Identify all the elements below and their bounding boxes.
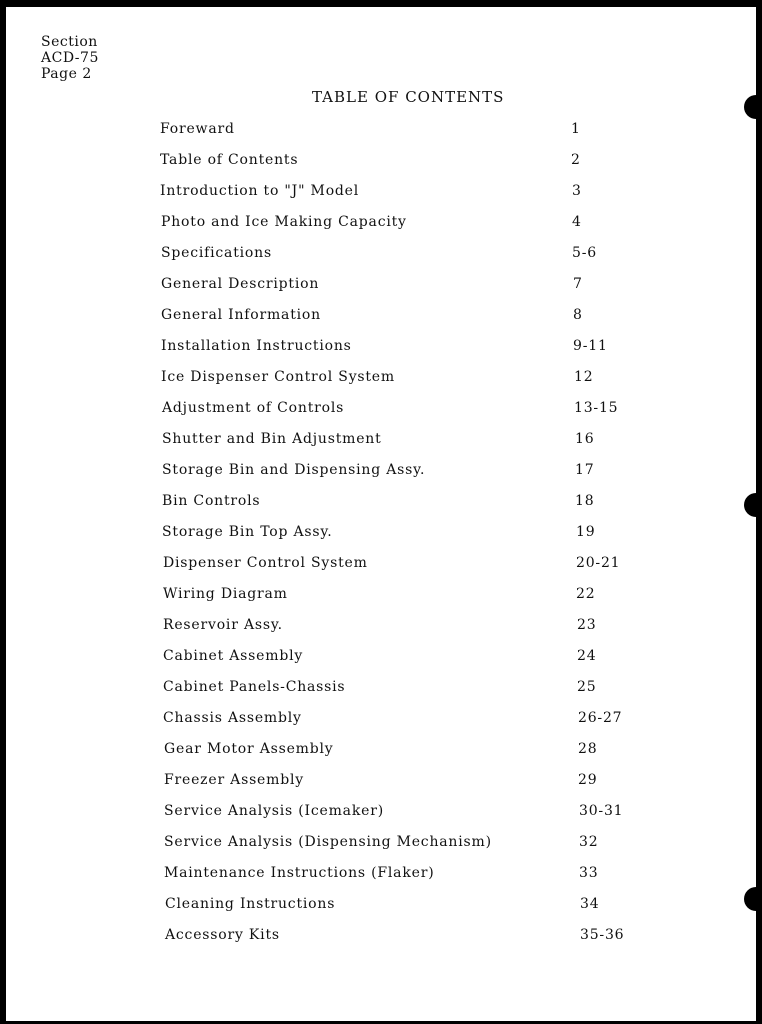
toc-entry-label: Ice Dispenser Control System	[161, 369, 395, 385]
toc-entry-label: Storage Bin Top Assy.	[162, 524, 333, 540]
toc-entry	[6, 741, 756, 761]
toc-entry	[6, 772, 756, 792]
toc-entry-page: 4	[572, 214, 582, 230]
toc-entry	[6, 245, 756, 265]
toc-list	[6, 7, 756, 1021]
toc-entry	[6, 307, 756, 327]
toc-entry-page: 3	[572, 183, 582, 199]
toc-entry-label: Service Analysis (Icemaker)	[164, 803, 384, 819]
toc-entry-label: Reservoir Assy.	[163, 617, 283, 633]
toc-entry	[6, 803, 756, 823]
toc-entry	[6, 338, 756, 358]
toc-entry-label: Chassis Assembly	[163, 710, 302, 726]
toc-entry	[6, 369, 756, 389]
toc-entry-page: 35-36	[580, 927, 625, 943]
toc-entry-label: Dispenser Control System	[163, 555, 368, 571]
toc-entry-page: 18	[575, 493, 595, 509]
document-page	[6, 7, 756, 1021]
toc-entry	[6, 865, 756, 885]
toc-entry-page: 1	[571, 121, 581, 137]
toc-entry-label: Adjustment of Controls	[162, 400, 345, 416]
toc-entry-label: Cabinet Assembly	[163, 648, 304, 664]
toc-entry	[6, 834, 756, 854]
toc-entry	[6, 896, 756, 916]
toc-entry-page: 17	[575, 462, 595, 478]
toc-entry-label: Bin Controls	[162, 493, 261, 509]
toc-entry	[6, 493, 756, 513]
toc-entry-label: Storage Bin and Dispensing Assy.	[162, 462, 426, 478]
toc-entry-page: 30-31	[579, 803, 624, 819]
section-code: ACD-75	[41, 50, 99, 66]
toc-entry-page: 9-11	[573, 338, 608, 354]
toc-entry	[6, 152, 756, 172]
toc-entry-page: 7	[573, 276, 583, 292]
toc-entry	[6, 555, 756, 575]
toc-entry	[6, 927, 756, 947]
toc-entry-page: 5-6	[572, 245, 597, 261]
toc-entry-label: Accessory Kits	[165, 927, 280, 943]
page-number: Page 2	[41, 66, 92, 82]
toc-entry	[6, 431, 756, 451]
toc-entry-label: Photo and Ice Making Capacity	[161, 214, 407, 230]
toc-entry-label: Shutter and Bin Adjustment	[162, 431, 382, 447]
toc-entry-page: 28	[578, 741, 598, 757]
toc-entry-label: Cleaning Instructions	[165, 896, 336, 912]
toc-entry-page: 25	[577, 679, 597, 695]
toc-entry	[6, 710, 756, 730]
toc-entry-label: General Description	[161, 276, 320, 292]
toc-entry-label: Maintenance Instructions (Flaker)	[164, 865, 435, 881]
toc-entry-label: Foreward	[160, 121, 235, 137]
toc-entry-page: 2	[571, 152, 581, 168]
toc-entry	[6, 586, 756, 606]
toc-entry-page: 34	[580, 896, 600, 912]
toc-entry-label: Service Analysis (Dispensing Mechanism)	[164, 834, 492, 850]
toc-entry-page: 22	[576, 586, 596, 602]
toc-entry-page: 23	[577, 617, 597, 633]
toc-entry-page: 13-15	[574, 400, 619, 416]
toc-entry-label: Wiring Diagram	[163, 586, 288, 602]
toc-entry-label: Cabinet Panels-Chassis	[163, 679, 346, 695]
toc-entry	[6, 462, 756, 482]
toc-entry	[6, 524, 756, 544]
toc-entry-page: 32	[579, 834, 599, 850]
toc-entry-page: 8	[573, 307, 583, 323]
toc-entry	[6, 617, 756, 637]
toc-entry-page: 26-27	[578, 710, 623, 726]
toc-entry	[6, 183, 756, 203]
toc-entry	[6, 121, 756, 141]
toc-entry	[6, 214, 756, 234]
toc-entry-label: Introduction to "J" Model	[160, 183, 360, 199]
toc-entry-page: 19	[576, 524, 596, 540]
toc-entry-label: Specifications	[161, 245, 272, 261]
toc-entry-label: Freezer Assembly	[164, 772, 304, 788]
toc-entry-page: 24	[577, 648, 597, 664]
toc-entry-label: Table of Contents	[160, 152, 299, 168]
toc-entry-page: 20-21	[576, 555, 621, 571]
toc-entry	[6, 276, 756, 296]
toc-entry-label: Gear Motor Assembly	[164, 741, 334, 757]
toc-entry	[6, 679, 756, 699]
toc-entry-page: 16	[575, 431, 595, 447]
toc-entry-page: 33	[579, 865, 599, 881]
toc-entry-page: 29	[578, 772, 598, 788]
toc-entry-label: General Information	[161, 307, 321, 323]
toc-entry	[6, 400, 756, 420]
toc-title: TABLE OF CONTENTS	[312, 88, 505, 106]
section-label: Section	[41, 34, 98, 50]
toc-entry-page: 12	[574, 369, 594, 385]
toc-entry	[6, 648, 756, 668]
toc-entry-label: Installation Instructions	[161, 338, 352, 354]
